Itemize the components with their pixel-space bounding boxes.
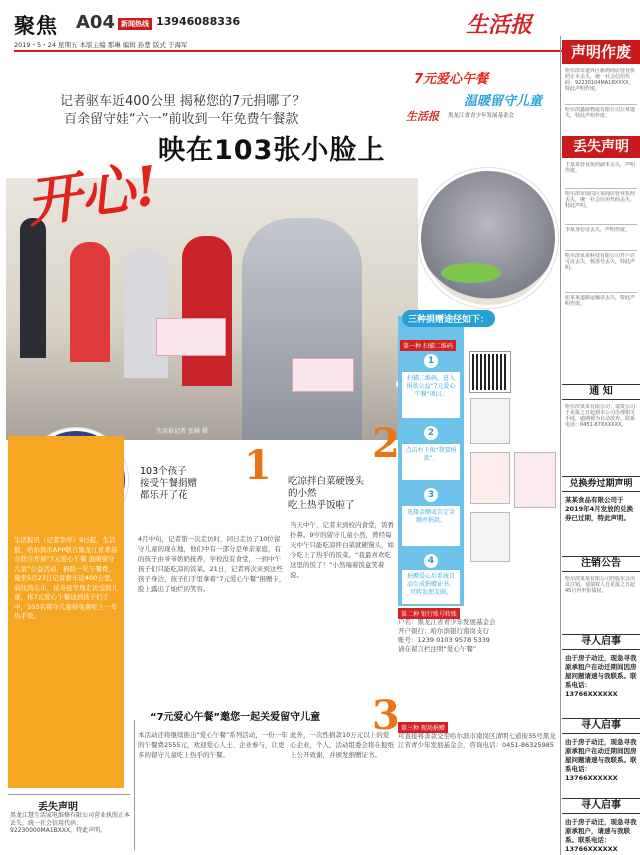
sidebar-heading: 寻人启事 bbox=[562, 634, 640, 650]
lost-notice-title: 丢失声明 bbox=[38, 802, 78, 813]
classified-sidebar bbox=[562, 36, 640, 855]
way1-label: 第一种 扫描二维码 bbox=[400, 340, 456, 351]
step-text: 捐赠爱心后系统自动生成捐赠证书，可转发朋友圈。 bbox=[402, 570, 460, 604]
sidebar-notice: 哈尔滨鑫源物流有限公司公章遗失，特此声明作废。 bbox=[565, 107, 636, 119]
number-3: 3 bbox=[372, 692, 400, 739]
sidebar-notice: 李某身份证丢失，声明作废。 bbox=[565, 227, 631, 233]
sidebar-heading: 丢失声明 bbox=[562, 136, 640, 158]
sidebar-heading: 注销公告 bbox=[562, 556, 640, 572]
way3-label: 第三种 现场捐赠 bbox=[398, 722, 448, 733]
photo-credit: 生活报记者 张赫 摄 bbox=[156, 428, 208, 435]
lost-notice-text: 黑龙江慧生活家电维修有限公司营业执照正本丢失，统一社会信用代码：92230000MA1BXXX，特此声明。 bbox=[10, 812, 131, 834]
step-number: 1 bbox=[424, 354, 438, 368]
step-text: 点击右下角“我要捐款”。 bbox=[402, 444, 460, 480]
qr-code bbox=[470, 352, 510, 392]
phone-screenshot bbox=[470, 512, 510, 562]
donation-card bbox=[156, 318, 226, 356]
page-number: A04 bbox=[76, 12, 115, 33]
divider bbox=[8, 794, 130, 795]
event-logo bbox=[404, 64, 564, 122]
divider bbox=[565, 250, 637, 251]
phone-screenshot bbox=[470, 398, 510, 444]
divider bbox=[560, 36, 561, 855]
sidebar-notice: 王某某营业执照副本丢失，声明作废。 bbox=[565, 162, 636, 174]
sidebar-heading: 声明作废 bbox=[562, 40, 640, 64]
lead-column bbox=[8, 436, 124, 788]
adult-figure bbox=[20, 218, 46, 358]
hotline-number: 13946088336 bbox=[156, 15, 241, 28]
caption-3: “7元爱心午餐”邀您一起关爱留守儿童 bbox=[150, 712, 321, 723]
certificate-image bbox=[514, 452, 556, 508]
sidebar-heading: 寻人启事 bbox=[562, 718, 640, 734]
divider bbox=[565, 104, 637, 105]
step-number: 4 bbox=[424, 554, 438, 568]
way2-label: 第二种 银行账号转账 bbox=[398, 608, 460, 619]
step-number: 3 bbox=[424, 488, 438, 502]
hotline-badge: 新闻热线 bbox=[118, 18, 152, 30]
headline-kicker: 记者驱车近400公里 揭秘您的7元捐哪了？ bbox=[60, 94, 306, 109]
divider bbox=[565, 224, 637, 225]
body-text-1: 4月中旬，记者第一次走访时，同日走访了10位留守儿童的现在地，他们中有一部分是单亲家庭，有的孩子由爷爷奶奶抚养，学校没有食堂，一到中午孩子们只能吃凉的饭菜。21日，记者再次来到这些孩子身边，孩子们手里拿着“7元爱心午餐”捐赠卡，脸上露出了灿烂的笑容。 bbox=[138, 535, 286, 593]
logo-org: 黑龙江省青少年发展基金会 bbox=[448, 113, 515, 119]
body-text-4: 此外，一次性捐款10万元以上的爱心企业，个人，活动组委会将在报纸上公开致谢，并颁发捐赠证书。 bbox=[290, 731, 394, 759]
sidebar-notice: 哈尔滨某某科技有限公司开户许可证丢失，核准号丢失，特此声明。 bbox=[565, 253, 636, 271]
sidebar-notice: 哈尔滨市道外区新鸿商店营业执照正本丢失，统一社会信用代码：92230104MA1BXXXX，特此声明作废。 bbox=[565, 68, 636, 92]
sidebar-notice: 哈尔滨某某有限公司：请贵公司于见报之日起到本公司办理相关手续，逾期视为自动放弃。联系电话：0451-87XXXXXX。 bbox=[565, 404, 636, 428]
sidebar-heading: 通 知 bbox=[562, 384, 640, 400]
child-figure bbox=[124, 248, 168, 378]
sidebar-heading: 兑换券过期声明 bbox=[562, 476, 640, 492]
girl-figure bbox=[242, 218, 362, 440]
child-figure bbox=[182, 236, 232, 386]
step-number: 2 bbox=[424, 426, 438, 440]
number-2: 2 bbox=[372, 420, 400, 467]
header-rule bbox=[14, 50, 614, 52]
logo-bottom-text: 温暖留守儿童 bbox=[464, 94, 543, 109]
child-figure bbox=[70, 242, 110, 362]
section-title: 聚焦 bbox=[14, 13, 58, 38]
donation-card bbox=[292, 358, 354, 392]
masthead-logo: 生活报 bbox=[466, 12, 533, 38]
divider bbox=[565, 292, 637, 293]
way3-text: 可直接将善款交至哈尔滨市南岗区清明七道街35号黑龙江省青少年发展基金会，咨询电话：0451-86325985 bbox=[398, 732, 556, 749]
logo-paper: 生活报 bbox=[406, 110, 439, 123]
donation-guide bbox=[398, 316, 464, 606]
logo-top-text: 7元爱心午餐 bbox=[414, 72, 489, 87]
splash-text: 开心! bbox=[22, 153, 163, 235]
donation-title: 三种捐赠途径如下： bbox=[402, 310, 495, 327]
bowl bbox=[441, 263, 501, 283]
sidebar-heading: 寻人启事 bbox=[562, 798, 640, 814]
sidebar-notice: 由于房子动迁，现急寻我原承租户，请速与我联系。联系电话：13766XXXXXX bbox=[565, 818, 637, 853]
sidebar-notice: 哈尔滨市南岗区某商店营业执照丢失，统一社会信用代码丢失，特此声明。 bbox=[565, 191, 636, 209]
number-1: 1 bbox=[244, 442, 272, 489]
way2-text: 户名：黑龙江省青少年发展基金会 开户银行：哈尔滨银行南岗支行 账号：1239 0103 9578 5339 请在留言栏注明“爱心午餐” bbox=[398, 618, 496, 653]
lead-text: 生活报讯（记者李萍）9日起，生活报、哈尔滨市APP联合黑龙江省青基会联合开展“7元爱心午餐 温暖留守儿童”公益活动，捐助一年午餐费。截至5月23日记者驱车近400公里，前往尚志市、延寿县等地走访受助儿童，将7元爱心午餐送到孩子们手中，103名留守儿童将免费吃上一年热乎饭。 bbox=[14, 536, 118, 620]
body-text-2: 当天中午，记者来到校内食堂，饭香扑鼻。9岁的留守儿童小然，曾经每天中午只能吃凉拌白菜就硬馒头，如今吃上了热乎的饭菜。“我最喜欢吃这里的饭了！”小然端着饭盒笑着说。 bbox=[290, 521, 394, 579]
main-headline: 映在103张小脸上 bbox=[158, 135, 386, 166]
sidebar-notice: 哈尔滨某某有限公司经股东会决议注销，请债权人自见报之日起45日内申报债权。 bbox=[565, 576, 636, 594]
headline-sub: 百余留守娃“六一”前收到一年免费午餐款 bbox=[64, 112, 299, 127]
caption-1: 103个孩子 接受午餐捐赠 都乐开了花 bbox=[140, 466, 198, 501]
circle-photo-eating bbox=[418, 168, 558, 308]
sidebar-notice: 某某食品有限公司于2019年4月发放的兑换券已过期，特此声明。 bbox=[565, 496, 634, 522]
divider bbox=[565, 188, 637, 189]
caption-2: 吃凉拌白菜硬馒头 的小然 吃上热乎饭啦了 bbox=[288, 476, 365, 511]
sidebar-notice: 张某某道路运输证丢失，特此声明作废。 bbox=[565, 295, 636, 307]
phone-screenshot bbox=[470, 452, 510, 504]
body-text-3: 本活动还将继续推出“爱心午餐”系列活动，一份一年的午餐费2555元，欢迎爱心人士、企业参与，让更多的留守儿童吃上热乎的午餐。 bbox=[138, 731, 288, 759]
step-text: 选择金额或自定金额并捐款。 bbox=[402, 506, 460, 546]
divider bbox=[134, 720, 135, 850]
date-line: 2019・5・24 星期五 本版主编 那琳 编辑 孙楚 版式 于海军 bbox=[14, 41, 188, 49]
step-text: 扫描二维码，进入捐款公益“7元爱心午餐”项目。 bbox=[402, 372, 460, 418]
sidebar-notice: 由于房子动迁，现急寻我原承租户在动迁期间因房屋问题请速与我联系。联系电话：13766XXXXXX bbox=[565, 654, 637, 698]
sidebar-notice: 由于房子动迁，现急寻我原承租户在动迁期间因房屋问题请速与我联系。联系电话：13766XXXXXX bbox=[565, 738, 637, 782]
